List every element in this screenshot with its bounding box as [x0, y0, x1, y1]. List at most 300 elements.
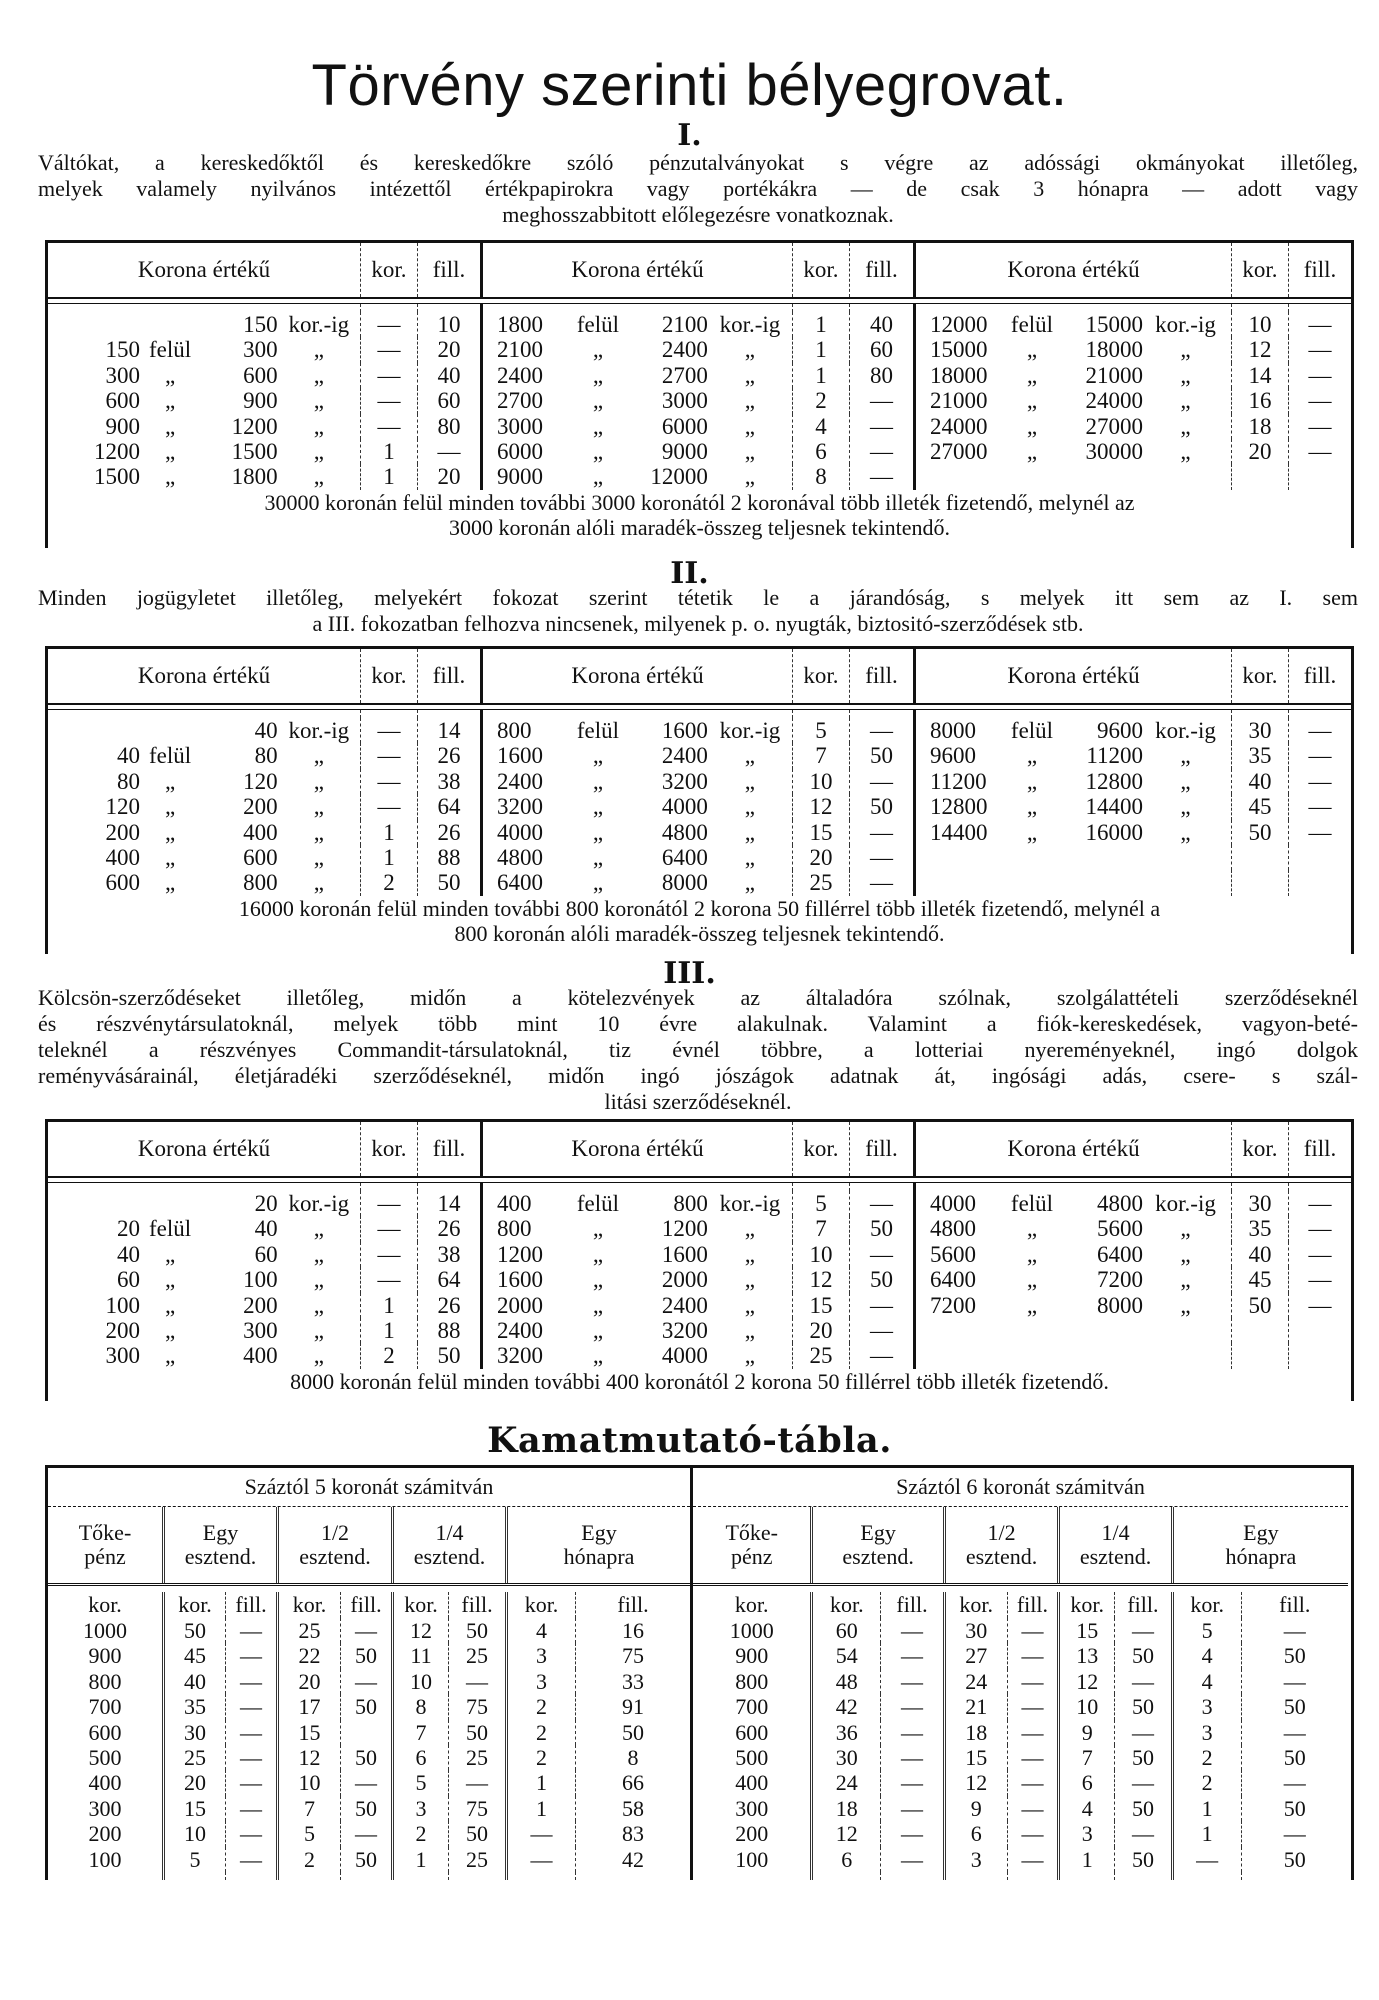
value-range	[913, 1267, 1231, 1292]
gap-cell	[360, 1183, 417, 1191]
range-unit: kor.-ig	[288, 718, 350, 743]
value-range	[913, 794, 1231, 819]
unit-label: kor.	[505, 1592, 575, 1618]
paragraph-line: melyek valamely nyilvános intézettől értékpapirokra vagy portékákra — de csak 3 hónapra — adott vagy	[38, 176, 1358, 201]
range-unit: kor.-ig	[719, 718, 781, 743]
interest-value: 50	[1241, 1796, 1349, 1821]
range-connector: „	[1026, 1216, 1038, 1242]
stamp-filler: —	[1288, 388, 1351, 413]
range-from	[48, 312, 140, 337]
range-from: 4000	[930, 1191, 976, 1216]
value-range	[480, 743, 792, 768]
range-connector: „	[164, 768, 176, 794]
value-range	[480, 1293, 792, 1318]
header-fill: fill.	[849, 1122, 913, 1176]
stamp-korona: 1	[360, 439, 417, 464]
interest-value: 42	[810, 1694, 880, 1719]
value-range	[48, 870, 360, 895]
range-from: 400	[497, 1191, 532, 1216]
header-line-1: 1/2	[320, 1520, 350, 1545]
interest-table	[45, 1465, 1354, 1880]
range-connector: „	[1026, 413, 1038, 439]
interest-value: 9	[1057, 1720, 1114, 1745]
range-unit: „	[313, 1343, 324, 1369]
gap-cell	[913, 710, 1231, 718]
range-from: 800	[497, 718, 532, 743]
interest-value: 30	[943, 1618, 1007, 1643]
gap-cell	[913, 304, 1231, 312]
stamp-korona: 2	[360, 1343, 417, 1368]
stamp-filler: 80	[417, 414, 480, 439]
interest-rate-title: Száztól 6 koronát számitván	[693, 1468, 1348, 1507]
stamp-filler: 26	[417, 743, 480, 768]
table-row	[48, 439, 1351, 464]
range-to: 2400	[661, 337, 708, 363]
stamp-filler: —	[849, 769, 913, 794]
gap-cell	[1288, 710, 1351, 718]
range-unit: „	[1180, 362, 1191, 388]
pad-cell	[162, 1872, 225, 1880]
value-range	[480, 845, 792, 870]
table-row	[48, 794, 1351, 819]
interest-value: —	[1114, 1720, 1171, 1745]
range-from: 1200	[497, 1241, 543, 1267]
stamp-filler: 88	[417, 1318, 480, 1343]
unit-label: kor.	[734, 1592, 769, 1617]
gap-cell	[480, 304, 792, 312]
interest-value: 2	[276, 1847, 340, 1872]
interest-value: 50	[1114, 1694, 1171, 1719]
table-row	[48, 1293, 1351, 1318]
section-numeral: III.	[663, 956, 716, 991]
header-kor: kor.	[792, 1122, 849, 1176]
range-from: 3200	[497, 1343, 543, 1369]
paragraph-line: reményvásárainál, életjáradéki szerződéseknél, midőn ingó jószágok adatnak át, ingósági adás, csere- s szál-	[38, 1063, 1358, 1088]
value-range	[480, 794, 792, 819]
range-unit: „	[1180, 388, 1191, 414]
interest-value: 45	[162, 1643, 225, 1668]
stamp-filler: 50	[849, 743, 913, 768]
interest-value: 42	[575, 1847, 690, 1872]
range-unit: „	[1180, 1267, 1191, 1293]
value-range	[480, 1191, 792, 1216]
range-to: 200	[243, 794, 278, 820]
range-to: 21000	[1085, 362, 1143, 388]
range-to: 60	[254, 1241, 278, 1267]
interest-value: —	[1007, 1643, 1058, 1668]
interest-value: —	[225, 1618, 276, 1643]
gap-cell	[792, 710, 849, 718]
range-to: 400	[243, 819, 278, 845]
range-connector: „	[1026, 819, 1038, 845]
capital-amount: 600	[735, 1719, 769, 1745]
range-connector: felül	[1010, 1191, 1054, 1216]
interest-value: 18	[810, 1796, 880, 1821]
value-range	[913, 312, 1231, 337]
table-row	[48, 1242, 1351, 1267]
interest-column-header	[276, 1507, 391, 1583]
stamp-filler: —	[849, 439, 913, 464]
capital-amount: 1000	[83, 1618, 127, 1643]
table-bottom-pad	[693, 1872, 1348, 1880]
range-connector: „	[164, 1317, 176, 1343]
section-numeral: II.	[670, 556, 709, 591]
range-from: 150	[105, 337, 141, 363]
stamp-korona: 18	[1231, 414, 1288, 439]
interest-value: 75	[448, 1694, 505, 1719]
interest-value: —	[1007, 1796, 1058, 1821]
range-from: 11200	[930, 768, 987, 794]
capital-amount: 700	[735, 1694, 769, 1720]
interest-value: —	[880, 1796, 943, 1821]
stamp-korona: 40	[1231, 769, 1288, 794]
range-unit: „	[744, 1267, 756, 1293]
interest-value: 4	[505, 1618, 575, 1643]
range-unit: „	[1180, 438, 1191, 464]
stamp-korona: 1	[360, 1318, 417, 1343]
capital-amount: 500	[88, 1744, 122, 1770]
range-to: 120	[243, 768, 278, 794]
value-range	[913, 718, 1231, 743]
stamp-korona: —	[360, 794, 417, 819]
range-unit: „	[313, 1267, 324, 1293]
range-to: 2400	[661, 743, 708, 769]
range-to: 900	[243, 388, 278, 414]
header-kor: kor.	[1231, 243, 1288, 297]
range-to: 2000	[661, 1267, 708, 1293]
stamp-filler: —	[1288, 414, 1351, 439]
interest-value: —	[1171, 1847, 1241, 1872]
value-range	[48, 363, 360, 388]
interest-value: 22	[276, 1643, 340, 1668]
pad-cell	[1057, 1872, 1114, 1880]
interest-value: —	[1007, 1720, 1058, 1745]
interest-column-header	[693, 1507, 810, 1583]
value-range	[48, 820, 360, 845]
stamp-korona	[1231, 1318, 1288, 1343]
stamp-filler: 64	[417, 1267, 480, 1292]
range-connector: „	[164, 819, 176, 845]
value-range	[480, 414, 792, 439]
interest-value: —	[1241, 1669, 1349, 1694]
interest-value: 24	[943, 1669, 1007, 1694]
page-title: Törvény szerinti bélyegrovat.	[311, 53, 1068, 118]
range-connector: „	[592, 438, 604, 464]
interest-value: —	[1241, 1618, 1349, 1643]
table-row	[48, 1191, 1351, 1216]
range-unit: kor.-ig	[288, 1191, 350, 1216]
stamp-filler: —	[1288, 743, 1351, 768]
range-connector: „	[164, 1343, 176, 1369]
value-range	[913, 388, 1231, 413]
interest-value: 21	[943, 1694, 1007, 1719]
range-connector: „	[592, 844, 604, 870]
interest-value: 17	[276, 1694, 340, 1719]
header-double-rule	[48, 297, 1351, 304]
range-unit: kor.-ig	[288, 312, 350, 337]
range-to: 400	[243, 1343, 278, 1369]
interest-value: 1	[1171, 1796, 1241, 1821]
value-range	[48, 769, 360, 794]
paragraph-line: és részvénytársulatoknál, melyek több mint 10 évre alakulnak. Valamint a fiók-kereskedések, vagyon-beté-	[38, 1011, 1358, 1036]
interest-value: —	[448, 1770, 505, 1795]
header-kor: kor.	[1231, 1122, 1288, 1176]
gap-cell	[417, 1183, 480, 1191]
stamp-filler: 64	[417, 794, 480, 819]
range-to: 2700	[661, 362, 708, 388]
gap-cell	[360, 304, 417, 312]
interest-row	[48, 1643, 690, 1668]
interest-value: —	[880, 1618, 943, 1643]
row-gap	[48, 710, 1351, 718]
range-from: 12800	[930, 794, 988, 820]
interest-value: 3	[505, 1669, 575, 1694]
interest-value: 30	[810, 1745, 880, 1770]
stamp-korona: —	[360, 414, 417, 439]
stamp-korona	[1231, 464, 1288, 489]
range-to: 5600	[1097, 1216, 1143, 1242]
paragraph-line: Kölcsön-szerződéseket illetőleg, midőn a kötelezvények az általadóra szólnak, szolgálattételi szerződéseknél	[38, 985, 1358, 1010]
interest-value: 4	[1171, 1643, 1241, 1668]
range-unit: „	[313, 388, 324, 414]
range-from: 8000	[930, 718, 976, 743]
interest-row	[48, 1669, 690, 1694]
header-line-2: pénz	[730, 1544, 773, 1569]
range-to: 6400	[1097, 1241, 1143, 1267]
table-footnote-line: 30000 koronán felül minden további 3000 koronától 2 koronával több illeték fizetendő, melynél az	[264, 489, 1135, 515]
interest-column-header	[943, 1507, 1057, 1583]
stamp-korona: 10	[792, 1242, 849, 1267]
interest-column-header	[391, 1507, 505, 1583]
range-connector: felül	[149, 743, 192, 769]
pad-cell	[1171, 1872, 1241, 1880]
header-korona-value: Korona értékű	[913, 1122, 1231, 1176]
range-unit: „	[313, 1317, 324, 1343]
range-connector: „	[164, 362, 176, 388]
range-connector	[140, 312, 200, 337]
stamp-korona	[1231, 845, 1288, 870]
range-unit: „	[744, 438, 756, 464]
interest-value: 5	[1171, 1618, 1241, 1643]
interest-value: —	[340, 1618, 391, 1643]
header-line-2: hónapra	[1225, 1544, 1297, 1569]
interest-value: 25	[162, 1745, 225, 1770]
range-from: 800	[497, 1216, 532, 1242]
range-unit: „	[1180, 337, 1191, 363]
value-range	[913, 845, 1231, 870]
range-unit: „	[313, 413, 324, 439]
interest-row	[693, 1669, 1348, 1694]
range-to: 40	[254, 718, 278, 743]
value-range	[48, 337, 360, 362]
range-connector: „	[164, 1267, 176, 1293]
range-from: 9600	[930, 743, 976, 769]
interest-value: 12	[391, 1618, 448, 1643]
header-korona-value: Korona értékű	[480, 649, 792, 703]
range-from: 40	[117, 743, 141, 769]
range-unit: „	[744, 870, 756, 896]
interest-value: 3	[1171, 1694, 1241, 1719]
stamp-filler: —	[849, 1318, 913, 1343]
stamp-filler: —	[849, 1242, 913, 1267]
interest-value: 50	[1114, 1796, 1171, 1821]
header-line-2: esztend.	[184, 1544, 257, 1569]
value-range	[480, 1318, 792, 1343]
stamp-korona	[1231, 870, 1288, 895]
range-to: 2100	[661, 312, 708, 337]
gap-cell	[1231, 710, 1288, 718]
value-range	[480, 870, 792, 895]
unit-label: fill.	[1241, 1592, 1349, 1618]
stamp-korona: 20	[1231, 439, 1288, 464]
stamp-filler: 38	[417, 769, 480, 794]
stamp-filler: —	[849, 870, 913, 895]
range-from: 5600	[930, 1241, 976, 1267]
range-connector: felül	[576, 718, 620, 743]
unit-label: kor.	[1171, 1592, 1241, 1618]
table-row	[48, 820, 1351, 845]
interest-value: 36	[810, 1720, 880, 1745]
stamp-korona: 1	[792, 363, 849, 388]
value-range	[913, 1191, 1231, 1216]
range-unit: „	[313, 844, 324, 870]
interest-row	[693, 1745, 1348, 1770]
range-unit: „	[744, 413, 756, 439]
range-connector: „	[164, 438, 176, 464]
range-from: 60	[117, 1267, 141, 1293]
stamp-filler: 20	[417, 464, 480, 489]
range-from: 9000	[497, 464, 543, 490]
range-connector: „	[1026, 1241, 1038, 1267]
interest-column-header	[1057, 1507, 1170, 1583]
interest-row	[48, 1694, 690, 1719]
range-unit: „	[744, 844, 756, 870]
range-connector: „	[592, 870, 604, 896]
range-to: 4000	[661, 794, 708, 820]
stamp-filler: 26	[417, 1293, 480, 1318]
range-from: 300	[105, 362, 141, 388]
stamp-filler: —	[1288, 312, 1351, 337]
range-from: 7200	[930, 1292, 976, 1318]
value-range	[480, 363, 792, 388]
range-from: 15000	[930, 337, 988, 363]
gap-cell	[1231, 1183, 1288, 1191]
range-connector: „	[592, 819, 604, 845]
table-footnote-line: 8000 koronán felül minden további 400 koronától 2 korona 50 fillérrel több illeték fizetendő.	[290, 1368, 1109, 1394]
stamp-filler	[1288, 845, 1351, 870]
value-range	[48, 1293, 360, 1318]
range-from: 4800	[930, 1216, 976, 1242]
interest-value: —	[448, 1669, 505, 1694]
unit-label: kor.	[943, 1592, 1007, 1618]
interest-value: 2	[391, 1821, 448, 1846]
header-fill: fill.	[417, 649, 480, 703]
interest-value: 50	[340, 1643, 391, 1668]
stamp-korona: 30	[1231, 718, 1288, 743]
paragraph-line: Váltókat, a kereskedőktől és kereskedőkre szóló pénzutalványokat s végre az adóssági okmányokat illetőleg,	[38, 150, 1358, 175]
stamp-korona: —	[360, 718, 417, 743]
stamp-korona: 35	[1231, 1216, 1288, 1241]
stamp-korona: 5	[792, 718, 849, 743]
stamp-filler: —	[1288, 363, 1351, 388]
stamp-filler: —	[849, 845, 913, 870]
value-range	[480, 718, 792, 743]
interest-value: 13	[1057, 1643, 1114, 1668]
interest-value: 1	[1057, 1847, 1114, 1872]
stamp-korona: 5	[792, 1191, 849, 1216]
interest-value: —	[225, 1720, 276, 1745]
stamp-filler	[1288, 870, 1351, 895]
interest-value: 91	[575, 1694, 690, 1719]
range-to: 600	[243, 844, 278, 870]
interest-value: 50	[448, 1821, 505, 1846]
range-unit: „	[313, 768, 324, 794]
stamp-filler: 60	[417, 388, 480, 413]
range-connector: „	[592, 1317, 604, 1343]
interest-value: 40	[162, 1669, 225, 1694]
interest-value: 11	[391, 1643, 448, 1668]
interest-value: 25	[448, 1745, 505, 1770]
range-unit: „	[744, 337, 756, 363]
interest-value: 3	[391, 1796, 448, 1821]
range-to: 4000	[661, 1343, 708, 1369]
interest-row	[48, 1720, 690, 1745]
value-range	[913, 464, 1231, 489]
range-connector: „	[592, 413, 604, 439]
range-unit: kor.-ig	[1155, 312, 1216, 337]
range-from: 2400	[497, 362, 543, 388]
unit-label: fill.	[880, 1592, 943, 1618]
gap-cell	[792, 304, 849, 312]
stamp-filler: 14	[417, 718, 480, 743]
capital-amount: 1000	[729, 1618, 774, 1643]
value-range	[48, 388, 360, 413]
value-range	[48, 312, 360, 337]
capital-amount: 100	[735, 1846, 769, 1872]
stamp-filler: —	[849, 464, 913, 489]
paragraph-line: meghosszabbitott előlegezésre vonatkoznak.	[502, 202, 894, 227]
range-from: 27000	[930, 438, 988, 464]
stamp-filler: 10	[417, 312, 480, 337]
interest-value: 50	[1114, 1745, 1171, 1770]
interest-unit-row	[48, 1592, 690, 1618]
interest-value: —	[505, 1821, 575, 1846]
value-range	[48, 794, 360, 819]
stamp-filler: 26	[417, 1216, 480, 1241]
range-connector: „	[164, 844, 176, 870]
value-range	[913, 1318, 1231, 1343]
header-korona-value: Korona értékű	[480, 243, 792, 297]
stamp-korona: 7	[792, 1216, 849, 1241]
interest-value: 50	[1241, 1847, 1349, 1872]
range-connector: „	[164, 1292, 176, 1318]
range-connector: „	[592, 1267, 604, 1293]
header-double-rule	[48, 1176, 1351, 1183]
range-connector: „	[592, 337, 604, 363]
interest-unit-row	[693, 1592, 1348, 1618]
range-unit: kor.-ig	[1155, 718, 1216, 743]
range-connector: „	[164, 870, 176, 896]
interest-value: —	[880, 1643, 943, 1668]
value-range	[480, 769, 792, 794]
range-to: 18000	[1085, 337, 1143, 363]
range-from: 1200	[94, 438, 141, 464]
range-connector: „	[592, 464, 604, 490]
header-line-2: hónapra	[563, 1544, 635, 1569]
stamp-korona: 35	[1231, 743, 1288, 768]
stamp-korona: —	[360, 1191, 417, 1216]
interest-value: 2	[1171, 1745, 1241, 1770]
